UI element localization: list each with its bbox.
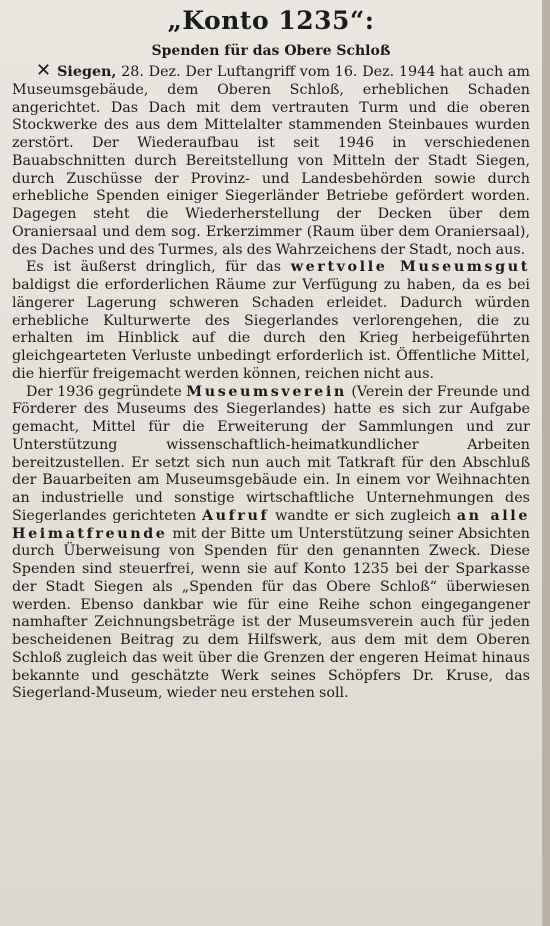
- paragraph-3-emphasis-aufruf: Aufruf: [201, 507, 270, 524]
- paragraph-3-text-b: (Verein der Freunde und Förderer des Museums des Siegerlandes) hatte es sich zur Aufgabe gemacht, Mittel für die Erweiterung der Sammlungen und zur Unterstützung wissenschaftlich-heimatkundlicher Arbeiten bereitzustellen. Er setzt sich nun auch mit Tatkraft für den Abschluß der Bauarbeiten am Museumsgebäude ein. In einem vor Weihnachten an industrielle und sonstige wirtschaftliche Unternehmungen des Siegerlandes gerichteten: [12, 383, 530, 524]
- paragraph-3-text-d: mit der Bitte um Unterstützung seiner Absichten durch Überweisung von Spenden für den genannten Zweck. Diese Spenden sind steuerfrei, wenn sie auf Konto 1235 bei der Sparkasse der Stadt Siegen als „Spenden für das Obere Schloß“ überwiesen werden. Ebenso dankbar wie für eine Reihe schon eingegangener namhafter Zeichnungsbeträge ist der Museumsverein auch für jeden bescheidenen Beitrag zu dem Hilfswerk, aus dem mit dem Oberen Schloß zugleich das weit über die Grenzen der engeren Heimat hinaus bekannte und geschätzte Werk seines Schöpfers Dr. Kruse, das Siegerland-Museum, wieder neu erstehen soll.: [12, 525, 530, 702]
- paragraph-2-text-a: Es ist äußerst dringlich, für das: [26, 259, 282, 276]
- dateline-place: Siegen,: [57, 64, 117, 80]
- paragraph-1-text: Der Luftangriff vom 16. Dez. 1944 hat auch am Museumsgebäude, dem Oberen Schloß, erheblichen Schaden angerichtet. Das Dach mit dem vertrauten Turm und die oberen Stockwerke des aus dem Mittelalter stammenden Steinbaues wurden zerstört. Der Wiederaufbau ist seit 1946 in verschiedenen Bauabschnitten durch Bereitstellung von Mitteln der Stadt Siegen, durch Zuschüsse der Provinz- und Landesbehörden sowie durch erhebliche Spenden einiger Siegerländer Betriebe gefördert worden. Dagegen steht die Wiederherstellung der Decken über dem Oraniersaal und dem sog. Erkerzimmer (Raum über dem Oraniersaal), des Daches und des Turmes, als des Wahrzeichens der Stadt, noch aus.: [12, 64, 530, 258]
- paragraph-2: [12, 259, 530, 383]
- paragraph-3-text-c: wandte er sich zugleich: [275, 507, 451, 524]
- article-headline: „Konto 1235“:: [167, 6, 375, 35]
- paragraph-2-text-b: baldigst die erforderlichen Räume zur Verfügung zu haben, da es bei längerer Lagerung schweren Schaden erleidet. Dadurch würden erhebliche Kulturwerte des Siegerlandes verlorengehen, die zu erhalten im Hinblick auf die durch den Krieg herbeigeführten gleichgearteten Verluste unbedingt erforderlich ist. Öffentliche Mittel, die hierfür freigemacht werden können, reichen nicht aus.: [12, 277, 530, 382]
- dateline-date: 28. Dez.: [121, 64, 181, 80]
- paragraph-3-text-a: Der 1936 gegründete: [26, 383, 182, 400]
- cross-mark-icon: ✕: [36, 60, 52, 81]
- paragraph-3: [12, 384, 530, 704]
- paragraph-1: [12, 60, 530, 259]
- paragraph-3-emphasis-museumsverein: Museumsverein: [186, 383, 347, 400]
- article-subheadline: Spenden für das Obere Schloß: [151, 43, 391, 59]
- article-body: [12, 60, 531, 703]
- paragraph-2-emphasis: wertvolle Museumsgut: [290, 259, 530, 276]
- paragraph-3-emphasis-heimatfreunde: an alle Heimatfreunde: [12, 507, 531, 542]
